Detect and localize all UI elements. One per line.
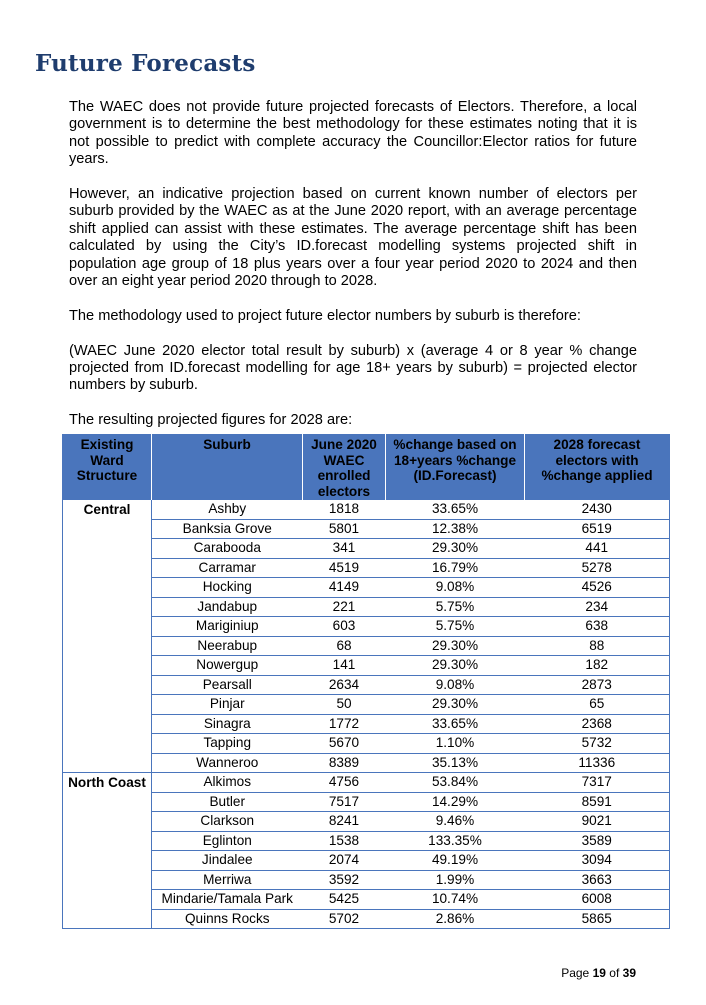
enrolled-cell: 5801 (303, 519, 386, 539)
enrolled-cell: 341 (303, 539, 386, 559)
table-body (63, 500, 670, 929)
ward-cell: Central (63, 500, 152, 773)
forecast-cell: 6519 (525, 519, 670, 539)
enrolled-cell: 8389 (303, 753, 386, 773)
paragraph-methodology: The methodology used to project future elector numbers by suburb is therefore: (69, 307, 581, 324)
suburb-cell: Jindalee (152, 851, 303, 871)
forecast-table (62, 434, 670, 929)
enrolled-cell: 50 (303, 695, 386, 715)
forecast-cell: 3589 (525, 831, 670, 851)
forecast-cell: 4526 (525, 578, 670, 598)
ward-cell: North Coast (63, 773, 152, 929)
enrolled-cell: 7517 (303, 792, 386, 812)
change-cell: 35.13% (386, 753, 525, 773)
table-row (63, 714, 670, 734)
forecast-cell: 6008 (525, 890, 670, 910)
page-title: Future Forecasts (35, 50, 256, 77)
forecast-cell: 7317 (525, 773, 670, 793)
enrolled-cell: 4519 (303, 558, 386, 578)
suburb-cell: Pearsall (152, 675, 303, 695)
enrolled-cell: 4756 (303, 773, 386, 793)
table-row (63, 636, 670, 656)
table-row (63, 773, 670, 793)
table-row (63, 812, 670, 832)
suburb-cell: Tapping (152, 734, 303, 754)
enrolled-cell: 3592 (303, 870, 386, 890)
change-cell: 1.10% (386, 734, 525, 754)
header-suburb: Suburb (152, 435, 303, 501)
enrolled-cell: 1772 (303, 714, 386, 734)
suburb-cell: Clarkson (152, 812, 303, 832)
change-cell: 29.30% (386, 695, 525, 715)
change-cell: 29.30% (386, 539, 525, 559)
forecast-cell: 3094 (525, 851, 670, 871)
table-row (63, 909, 670, 929)
table-row (63, 578, 670, 598)
enrolled-cell: 2634 (303, 675, 386, 695)
forecast-cell: 8591 (525, 792, 670, 812)
table-row (63, 870, 670, 890)
footer-page-number: 19 (592, 966, 606, 980)
forecast-cell: 5865 (525, 909, 670, 929)
forecast-cell: 2368 (525, 714, 670, 734)
suburb-cell: Ashby (152, 500, 303, 519)
suburb-cell: Wanneroo (152, 753, 303, 773)
change-cell: 5.75% (386, 617, 525, 637)
forecast-cell: 9021 (525, 812, 670, 832)
forecast-cell: 11336 (525, 753, 670, 773)
suburb-cell: Eglinton (152, 831, 303, 851)
suburb-cell: Pinjar (152, 695, 303, 715)
table-row (63, 734, 670, 754)
header-forecast: 2028 forecast electors with %change applied (525, 435, 670, 501)
forecast-cell: 234 (525, 597, 670, 617)
table-row (63, 792, 670, 812)
suburb-cell: Nowergup (152, 656, 303, 676)
table-row (63, 695, 670, 715)
enrolled-cell: 221 (303, 597, 386, 617)
suburb-cell: Hocking (152, 578, 303, 598)
change-cell: 53.84% (386, 773, 525, 793)
suburb-cell: Butler (152, 792, 303, 812)
forecast-cell: 5732 (525, 734, 670, 754)
header-change: %change based on 18+years %change (ID.Forecast) (386, 435, 525, 501)
change-cell: 33.65% (386, 714, 525, 734)
table-row (63, 500, 670, 519)
change-cell: 14.29% (386, 792, 525, 812)
paragraph-intro: The WAEC does not provide future projected forecasts of Electors. Therefore, a local government is to determine the best methodology for these estimates noting that it is not possible to predict with complete accuracy the Councillor:Elector ratios for future years. (69, 99, 637, 168)
forecast-cell: 441 (525, 539, 670, 559)
footer-page-label: Page (561, 966, 590, 980)
table-row (63, 851, 670, 871)
enrolled-cell: 141 (303, 656, 386, 676)
body-text (69, 99, 637, 447)
suburb-cell: Banksia Grove (152, 519, 303, 539)
enrolled-cell: 5425 (303, 890, 386, 910)
paragraph-formula: (WAEC June 2020 elector total result by suburb) x (average 4 or 8 year % change projected from ID.forecast modelling for age 18+ years by suburb) = projected elector numbers by suburb. (69, 342, 637, 394)
forecast-cell: 182 (525, 656, 670, 676)
table-row (63, 675, 670, 695)
change-cell: 133.35% (386, 831, 525, 851)
change-cell: 9.08% (386, 578, 525, 598)
footer-of-label: of (609, 966, 620, 980)
change-cell: 33.65% (386, 500, 525, 519)
enrolled-cell: 1538 (303, 831, 386, 851)
enrolled-cell: 2074 (303, 851, 386, 871)
forecast-cell: 2873 (525, 675, 670, 695)
suburb-cell: Jandabup (152, 597, 303, 617)
enrolled-cell: 68 (303, 636, 386, 656)
change-cell: 9.08% (386, 675, 525, 695)
change-cell: 5.75% (386, 597, 525, 617)
suburb-cell: Alkimos (152, 773, 303, 793)
suburb-cell: Quinns Rocks (152, 909, 303, 929)
enrolled-cell: 4149 (303, 578, 386, 598)
table-row (63, 656, 670, 676)
enrolled-cell: 5670 (303, 734, 386, 754)
footer-page-total: 39 (622, 966, 636, 980)
enrolled-cell: 8241 (303, 812, 386, 832)
enrolled-cell: 603 (303, 617, 386, 637)
change-cell: 16.79% (386, 558, 525, 578)
table-header-row (63, 435, 670, 501)
header-ward: Existing Ward Structure (63, 435, 152, 501)
suburb-cell: Carramar (152, 558, 303, 578)
change-cell: 12.38% (386, 519, 525, 539)
table-row (63, 558, 670, 578)
forecast-cell: 3663 (525, 870, 670, 890)
change-cell: 1.99% (386, 870, 525, 890)
table-row (63, 519, 670, 539)
forecast-cell: 5278 (525, 558, 670, 578)
change-cell: 29.30% (386, 636, 525, 656)
suburb-cell: Carabooda (152, 539, 303, 559)
table-row (63, 597, 670, 617)
enrolled-cell: 1818 (303, 500, 386, 519)
suburb-cell: Mariginiup (152, 617, 303, 637)
forecast-cell: 2430 (525, 500, 670, 519)
paragraph-projection: However, an indicative projection based on current known number of electors per suburb provided by the WAEC as at the June 2020 report, with an average percentage shift applied can assist with these estimates. The average percentage shift has been calculated by using the City’s ID.forecast modelling systems projected shift in population age group of 18 plus years over a four year period 2020 to 2024 and then over an eight year period 2020 through to 2028. (69, 186, 637, 290)
forecast-cell: 88 (525, 636, 670, 656)
change-cell: 9.46% (386, 812, 525, 832)
table-row (63, 539, 670, 559)
table-row (63, 890, 670, 910)
change-cell: 10.74% (386, 890, 525, 910)
suburb-cell: Mindarie/Tamala Park (152, 890, 303, 910)
header-enrolled: June 2020 WAEC enrolled electors (303, 435, 386, 501)
table-row (63, 753, 670, 773)
change-cell: 2.86% (386, 909, 525, 929)
table-row (63, 831, 670, 851)
suburb-cell: Neerabup (152, 636, 303, 656)
table-row (63, 617, 670, 637)
suburb-cell: Merriwa (152, 870, 303, 890)
page-footer (561, 966, 636, 980)
suburb-cell: Sinagra (152, 714, 303, 734)
forecast-table-container (62, 434, 669, 929)
change-cell: 49.19% (386, 851, 525, 871)
forecast-cell: 65 (525, 695, 670, 715)
change-cell: 29.30% (386, 656, 525, 676)
forecast-cell: 638 (525, 617, 670, 637)
enrolled-cell: 5702 (303, 909, 386, 929)
paragraph-results-intro: The resulting projected figures for 2028 are: (69, 412, 353, 429)
